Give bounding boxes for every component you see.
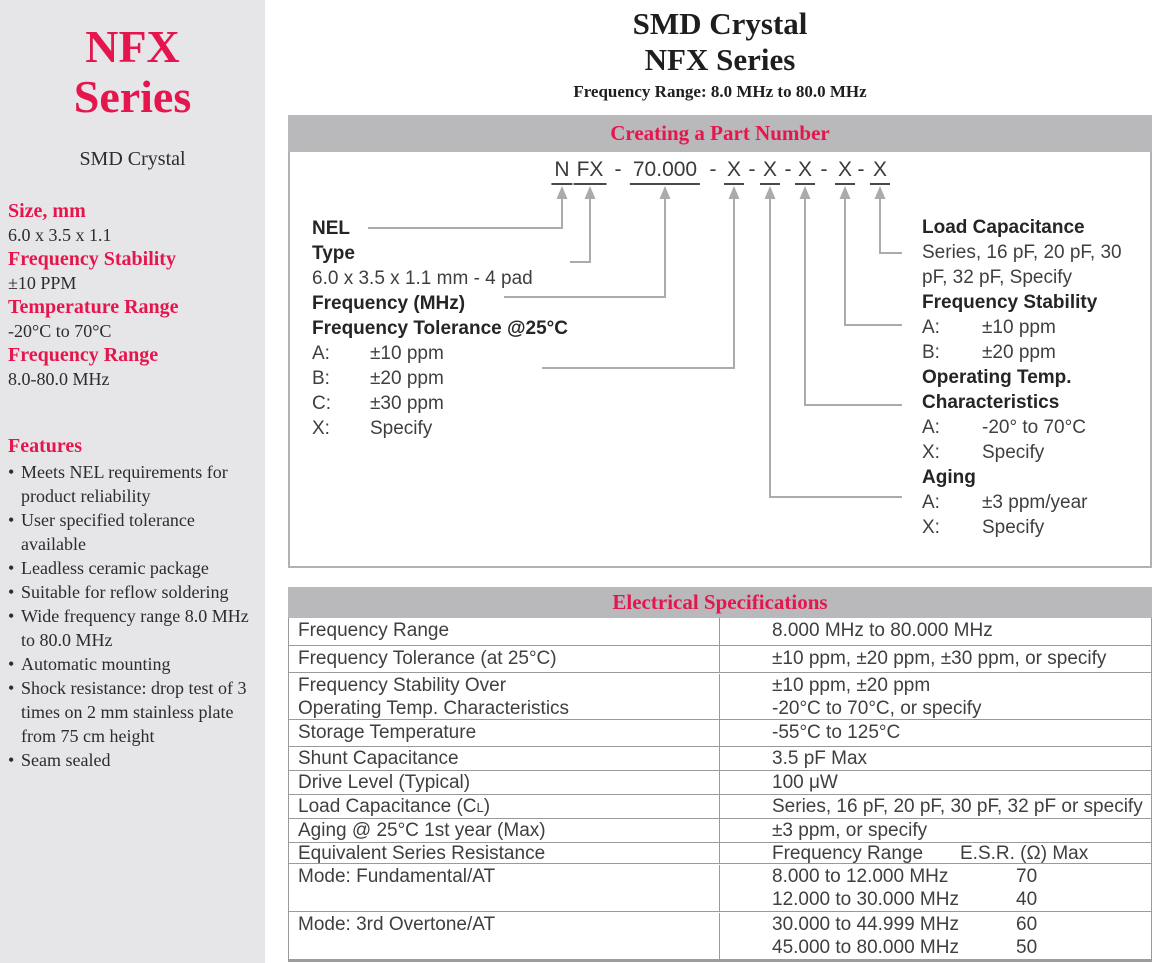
spec-label-part: )	[483, 796, 491, 817]
spec-label: Frequency Stability	[8, 248, 176, 270]
option-key: B:	[312, 368, 330, 389]
optemp-option	[922, 415, 1122, 440]
feature-item: • Automatic mounting	[8, 652, 263, 676]
pn-left-labels	[312, 216, 568, 441]
pn-separator: -	[820, 158, 828, 181]
aging-option	[922, 515, 1122, 540]
spec-label-line: Operating Temp. Characteristics	[298, 698, 570, 719]
spec-value: 100 μW	[772, 772, 838, 793]
esr-line	[772, 913, 1151, 936]
pn-separator: -	[748, 158, 756, 181]
table-row	[289, 842, 1151, 863]
page-header	[288, 0, 1152, 102]
part-number-section	[288, 115, 1152, 568]
stability-option	[922, 340, 1122, 365]
tolerance-option	[312, 341, 568, 366]
table-row	[289, 645, 1151, 672]
table-row	[289, 863, 1151, 911]
spec-value: ±3 ppm, or specify	[772, 820, 928, 841]
esr-max: 40	[1016, 889, 1038, 910]
pn-segment: X	[795, 158, 815, 185]
label-type: Type	[312, 243, 355, 264]
spec-label	[289, 795, 720, 818]
spec-value: 3.5 pF Max	[772, 748, 868, 769]
option-key: C:	[312, 393, 331, 414]
tolerance-option	[312, 416, 568, 441]
spec-value-line: -20°C to 70°C, or specify	[772, 698, 982, 719]
spec-value-line: ±10 ppm, ±20 ppm	[772, 675, 931, 696]
table-row	[289, 746, 1151, 770]
spec-value: Series, 16 pF, 20 pF, 30 pF, 32 pF or specify	[772, 796, 1143, 817]
esr-values	[720, 913, 1151, 959]
option-value: ±3 ppm/year	[982, 492, 1088, 513]
page-title-line2: NFX Series	[644, 42, 796, 77]
aging-option	[922, 490, 1122, 515]
label-tolerance: Frequency Tolerance @25°C	[312, 318, 568, 339]
part-number-diagram	[288, 152, 1152, 568]
spec-label	[289, 674, 720, 719]
esr-range: 8.000 to 12.000 MHz	[772, 866, 949, 887]
option-key: X:	[312, 418, 330, 439]
label-nel: NEL	[312, 218, 350, 239]
esr-range: 30.000 to 44.999 MHz	[772, 914, 959, 935]
pn-separator: -	[709, 158, 717, 181]
esr-line	[772, 936, 1151, 959]
electrical-specs-table	[288, 618, 1152, 962]
pn-separator: -	[784, 158, 792, 181]
table-row	[289, 770, 1151, 794]
feature-item: • Leadless ceramic package	[8, 556, 263, 580]
spec-label: Frequency Range	[289, 618, 720, 645]
option-value: Specify	[982, 517, 1045, 538]
spec-label: Frequency Range	[8, 344, 159, 366]
pn-segment: 70.000	[630, 158, 700, 185]
stability-option	[922, 315, 1122, 340]
option-value: ±10 ppm	[370, 343, 444, 364]
feature-item: • Meets NEL requirements for product reliability	[8, 460, 263, 508]
part-number-banner: Creating a Part Number	[288, 115, 1152, 152]
load-capacitance-value: Series, 16 pF, 20 pF, 30	[922, 242, 1122, 263]
optemp-option	[922, 440, 1122, 465]
esr-header	[720, 843, 1151, 863]
option-key: A:	[312, 343, 330, 364]
esr-line	[772, 865, 1151, 888]
table-row	[289, 818, 1151, 842]
esr-max: 50	[1016, 937, 1038, 958]
label-frequency-stability: Frequency Stability	[922, 292, 1098, 313]
spec-label: Storage Temperature	[289, 720, 720, 746]
label-load-capacitance: Load Capacitance	[922, 217, 1085, 238]
page-subtitle: Frequency Range: 8.0 MHz to 80.0 MHz	[573, 82, 867, 101]
option-value: ±20 ppm	[370, 368, 444, 389]
option-key: X:	[922, 442, 940, 463]
feature-item: • Shock resistance: drop test of 3 times on 2 mm stainless plate from 75 cm height	[8, 676, 263, 748]
table-row	[289, 719, 1151, 746]
sidebar-subtitle: SMD Crystal	[79, 148, 186, 170]
spec-value: ±10 ppm, ±20 ppm, ±30 ppm, or specify	[772, 648, 1107, 669]
option-key: B:	[922, 342, 940, 363]
table-row	[289, 618, 1151, 645]
pn-segment: X	[760, 158, 780, 185]
option-value: Specify	[370, 418, 433, 439]
esr-range: 12.000 to 30.000 MHz	[772, 889, 959, 910]
table-row	[289, 672, 1151, 719]
spec-value: ±10 PPM	[8, 273, 77, 293]
pn-segment: FX	[574, 158, 607, 185]
spec-value	[720, 674, 1151, 719]
sidebar-spec-list	[8, 199, 261, 391]
sidebar-series-title	[0, 22, 265, 122]
esr-values	[720, 865, 1151, 911]
pn-segment: N	[551, 158, 572, 185]
spec-label: Aging @ 25°C 1st year (Max)	[289, 819, 720, 842]
label-aging: Aging	[922, 467, 976, 488]
spec-value: 6.0 x 3.5 x 1.1	[8, 225, 112, 245]
option-key: A:	[922, 417, 940, 438]
esr-line	[772, 888, 1151, 911]
spec-label-line: Frequency Stability Over	[298, 675, 507, 696]
option-value: ±20 ppm	[982, 342, 1056, 363]
feature-item: • User specified tolerance available	[8, 508, 263, 556]
table-row	[289, 794, 1151, 818]
feature-item: • Suitable for reflow soldering	[8, 580, 263, 604]
feature-item: • Wide frequency range 8.0 MHz to 80.0 MHz	[8, 604, 263, 652]
spec-label: Drive Level (Typical)	[289, 771, 720, 794]
label-type-value: 6.0 x 3.5 x 1.1 mm - 4 pad	[312, 268, 533, 289]
features-list	[8, 460, 261, 772]
pn-segment: X	[724, 158, 744, 185]
main-content	[288, 0, 1152, 963]
option-key: A:	[922, 492, 940, 513]
spec-label-part: Load Capacitance (C	[298, 796, 477, 817]
spec-label: Size, mm	[8, 200, 86, 222]
esr-col-max: E.S.R. (Ω) Max	[960, 843, 1089, 863]
pn-segment: X	[870, 158, 890, 185]
pn-separator: -	[614, 158, 622, 181]
esr-range: 45.000 to 80.000 MHz	[772, 937, 959, 958]
spec-value: -20°C to 70°C	[8, 321, 112, 341]
option-value: Specify	[982, 442, 1045, 463]
spec-label: Shunt Capacitance	[289, 747, 720, 770]
spec-value: 8.000 MHz to 80.000 MHz	[772, 620, 993, 641]
option-value: ±10 ppm	[982, 317, 1056, 338]
pn-right-labels	[922, 215, 1122, 540]
esr-max: 70	[1016, 866, 1038, 887]
option-value: -20° to 70°C	[982, 417, 1086, 438]
spec-value: -55°C to 125°C	[772, 722, 901, 743]
load-capacitance-value: pF, 32 pF, Specify	[922, 267, 1072, 288]
spec-value: 8.0-80.0 MHz	[8, 369, 110, 389]
electrical-specs-banner: Electrical Specifications	[288, 587, 1152, 618]
spec-label: Mode: Fundamental/AT	[289, 865, 720, 911]
label-characteristics: Characteristics	[922, 392, 1060, 413]
esr-col-range: Frequency Range	[772, 843, 924, 863]
option-value: ±30 ppm	[370, 393, 444, 414]
option-key: A:	[922, 317, 940, 338]
tolerance-option	[312, 391, 568, 416]
label-operating-temp: Operating Temp.	[922, 367, 1072, 388]
esr-max: 60	[1016, 914, 1038, 935]
spec-label-subscript: L	[476, 800, 484, 815]
table-row	[289, 911, 1151, 959]
sidebar-title-line1: NFX	[85, 21, 180, 72]
tolerance-option	[312, 366, 568, 391]
spec-label: Equivalent Series Resistance	[289, 843, 720, 863]
features-title: Features	[8, 435, 83, 457]
spec-label: Frequency Tolerance (at 25°C)	[289, 646, 720, 672]
pn-segment: X	[835, 158, 855, 185]
label-frequency: Frequency (MHz)	[312, 293, 466, 314]
sidebar	[0, 0, 265, 963]
sidebar-title-line2: Series	[73, 71, 192, 122]
spec-label: Temperature Range	[8, 296, 179, 318]
pn-separator: -	[857, 158, 865, 181]
feature-item: • Seam sealed	[8, 748, 263, 772]
option-key: X:	[922, 517, 940, 538]
page-title-line1: SMD Crystal	[632, 6, 808, 41]
spec-label: Mode: 3rd Overtone/AT	[289, 913, 720, 959]
